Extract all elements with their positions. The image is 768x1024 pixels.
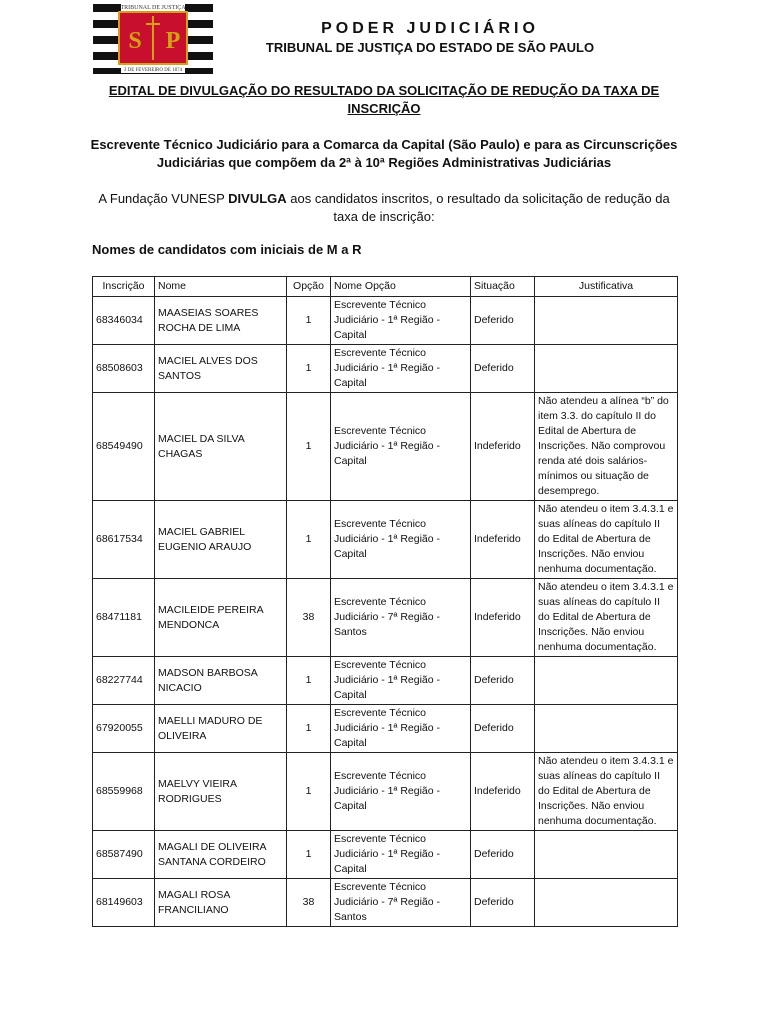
cell-opcao: 38	[287, 879, 331, 927]
cell-nome: MACILEIDE PEREIRA MENDONCA	[155, 579, 287, 657]
cell-opcao: 1	[287, 753, 331, 831]
cell-opcao: 1	[287, 393, 331, 501]
cell-nome: MAGALI DE OLIVEIRA SANTANA CORDEIRO	[155, 831, 287, 879]
emblem-letter-s: S	[128, 28, 142, 54]
cell-opcao: 1	[287, 501, 331, 579]
cell-nome-opcao: Escrevente Técnico Judiciário - 7ª Região - Santos	[331, 579, 471, 657]
cell-inscricao: 68559968	[93, 753, 155, 831]
cell-nome: MACIEL GABRIEL EUGENIO ARAUJO	[155, 501, 287, 579]
cell-nome: MAASEIAS SOARES ROCHA DE LIMA	[155, 297, 287, 345]
cell-nome-opcao: Escrevente Técnico Judiciário - 1ª Região - Capital	[331, 297, 471, 345]
cell-situacao: Deferido	[471, 831, 535, 879]
intro-text-after: aos candidatos inscritos, o resultado da solicitação de redução da taxa de inscrição:	[286, 191, 670, 224]
table-row	[93, 753, 678, 831]
cell-justificativa	[535, 657, 678, 705]
table-row	[93, 579, 678, 657]
table-row	[93, 879, 678, 927]
cell-nome-opcao: Escrevente Técnico Judiciário - 7ª Região - Santos	[331, 879, 471, 927]
cell-justificativa: Não atendeu o item 3.4.3.1 e suas alíneas do capítulo II do Edital de Abertura de Inscrições. Não enviou nenhuma documentação.	[535, 753, 678, 831]
table-row	[93, 297, 678, 345]
section-title: Nomes de candidatos com iniciais de M a R	[92, 242, 362, 257]
cell-situacao: Indeferido	[471, 579, 535, 657]
cell-justificativa: Não atendeu o item 3.4.3.1 e suas alíneas do capítulo II do Edital de Abertura de Inscrições. Não enviou nenhuma documentação.	[535, 501, 678, 579]
cell-inscricao: 68587490	[93, 831, 155, 879]
cell-justificativa: Não atendeu a alínea “b” do item 3.3. do capítulo II do Edital de Abertura de Inscrições. Não comprovou renda até dois salários-mínimos ou situação de desemprego.	[535, 393, 678, 501]
cell-nome: MAELLI MADURO DE OLIVEIRA	[155, 705, 287, 753]
cell-justificativa	[535, 297, 678, 345]
cell-nome: MAGALI ROSA FRANCILIANO	[155, 879, 287, 927]
cell-nome-opcao: Escrevente Técnico Judiciário - 1ª Região - Capital	[331, 753, 471, 831]
cell-justificativa: Não atendeu o item 3.4.3.1 e suas alíneas do capítulo II do Edital de Abertura de Inscrições. Não enviou nenhuma documentação.	[535, 579, 678, 657]
cell-nome-opcao: Escrevente Técnico Judiciário - 1ª Região - Capital	[331, 501, 471, 579]
cell-nome: MACIEL ALVES DOS SANTOS	[155, 345, 287, 393]
table-row	[93, 831, 678, 879]
cell-justificativa	[535, 831, 678, 879]
cell-opcao: 38	[287, 579, 331, 657]
cell-opcao: 1	[287, 657, 331, 705]
intro-text-bold: DIVULGA	[228, 191, 287, 206]
emblem-bottom-text: 3 DE FEVEREIRO DE 1874	[123, 68, 183, 73]
cell-nome-opcao: Escrevente Técnico Judiciário - 1ª Região - Capital	[331, 345, 471, 393]
column-header-nome-opcao: Nome Opção	[331, 277, 471, 297]
cell-justificativa	[535, 879, 678, 927]
cell-justificativa	[535, 345, 678, 393]
table-row	[93, 501, 678, 579]
column-header-opcao: Opção	[287, 277, 331, 297]
cell-nome-opcao: Escrevente Técnico Judiciário - 1ª Região - Capital	[331, 393, 471, 501]
cell-situacao: Deferido	[471, 657, 535, 705]
column-header-inscricao: Inscrição	[93, 277, 155, 297]
cell-opcao: 1	[287, 705, 331, 753]
column-header-justificativa: Justificativa	[535, 277, 678, 297]
cargo-title: Escrevente Técnico Judiciário para a Comarca da Capital (São Paulo) e para as Circunscrições Judiciárias que compõem da 2ª à 10ª Regiões Administrativas Judiciárias	[90, 137, 678, 170]
cell-situacao: Deferido	[471, 705, 535, 753]
cell-inscricao: 67920055	[93, 705, 155, 753]
results-table	[92, 276, 678, 927]
cell-situacao: Deferido	[471, 345, 535, 393]
cell-opcao: 1	[287, 297, 331, 345]
table-row	[93, 345, 678, 393]
table-row	[93, 393, 678, 501]
header-title: PODER JUDICIÁRIO	[321, 20, 539, 37]
table-row	[93, 657, 678, 705]
tjsp-emblem-logo	[93, 0, 213, 78]
cell-nome-opcao: Escrevente Técnico Judiciário - 1ª Região - Capital	[331, 831, 471, 879]
intro-text-before: A Fundação VUNESP	[98, 191, 229, 206]
cell-nome: MAELVY VIEIRA RODRIGUES	[155, 753, 287, 831]
emblem-top-text: TRIBUNAL DE JUSTIÇA	[120, 5, 186, 11]
cell-situacao: Indeferido	[471, 753, 535, 831]
cell-situacao: Indeferido	[471, 501, 535, 579]
cell-inscricao: 68549490	[93, 393, 155, 501]
cell-justificativa	[535, 705, 678, 753]
table-header-row	[93, 277, 678, 297]
header-subtitle: TRIBUNAL DE JUSTIÇA DO ESTADO DE SÃO PAULO	[265, 40, 595, 55]
cell-nome: MACIEL DA SILVA CHAGAS	[155, 393, 287, 501]
table-row	[93, 705, 678, 753]
cell-nome-opcao: Escrevente Técnico Judiciário - 1ª Região - Capital	[331, 657, 471, 705]
emblem-letter-p: P	[165, 28, 181, 54]
cell-inscricao: 68617534	[93, 501, 155, 579]
cell-situacao: Deferido	[471, 879, 535, 927]
cell-inscricao: 68471181	[93, 579, 155, 657]
cell-opcao: 1	[287, 831, 331, 879]
cell-inscricao: 68508603	[93, 345, 155, 393]
cell-nome: MADSON BARBOSA NICACIO	[155, 657, 287, 705]
column-header-situacao: Situação	[471, 277, 535, 297]
cell-inscricao: 68149603	[93, 879, 155, 927]
cell-inscricao: 68227744	[93, 657, 155, 705]
cell-inscricao: 68346034	[93, 297, 155, 345]
column-header-nome: Nome	[155, 277, 287, 297]
cell-situacao: Deferido	[471, 297, 535, 345]
cell-opcao: 1	[287, 345, 331, 393]
intro-paragraph	[90, 190, 678, 226]
cell-situacao: Indeferido	[471, 393, 535, 501]
cell-nome-opcao: Escrevente Técnico Judiciário - 1ª Região - Capital	[331, 705, 471, 753]
edital-title: EDITAL DE DIVULGAÇÃO DO RESULTADO DA SOLICITAÇÃO DE REDUÇÃO DA TAXA DE INSCRIÇÃO	[108, 83, 660, 116]
